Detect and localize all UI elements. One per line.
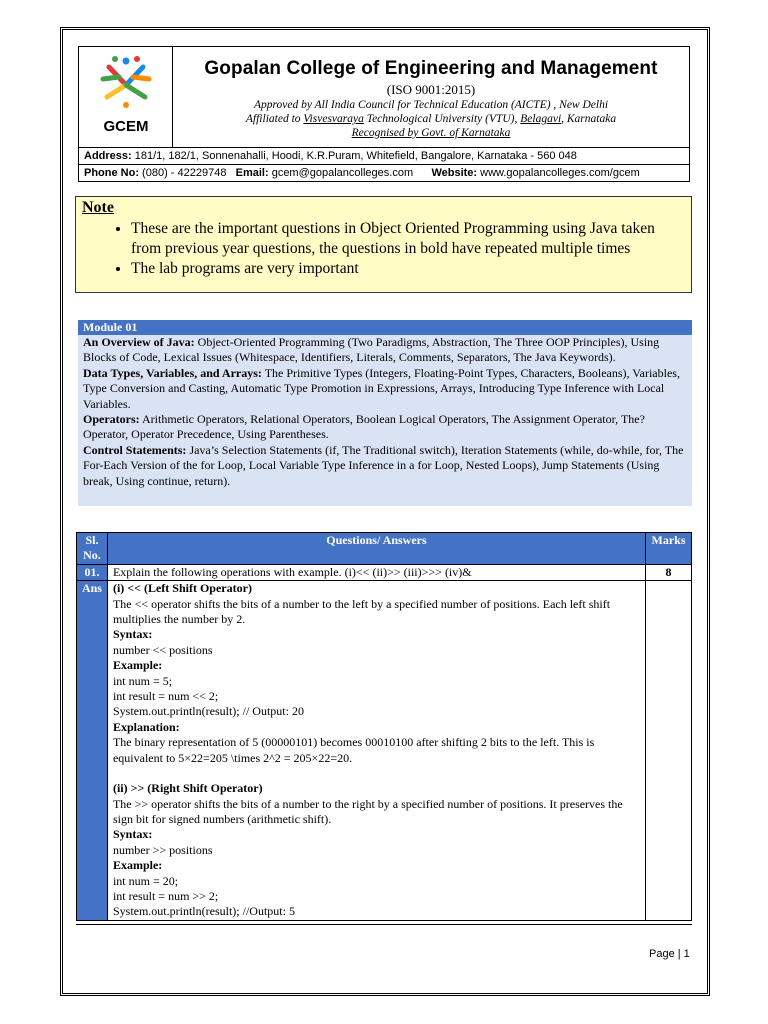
note-item: • These are the important questions in Object Oriented Programming using Java taken from previous year questions, the questions in bold have repeated multiple times: [131, 219, 685, 259]
contact-row: [79, 164, 689, 181]
college-header: [78, 46, 690, 182]
table-header-row: [77, 533, 692, 565]
answer-code: number >> positions: [112, 842, 213, 857]
note-title: Note: [82, 199, 114, 216]
section-head: An Overview of Java:: [83, 335, 195, 349]
recognised-suffix: by Govt. of Karnataka: [404, 127, 511, 139]
college-logo: [79, 47, 173, 147]
recognised-text: [173, 126, 689, 140]
recognised-word: Recognised: [351, 127, 405, 139]
section-text: Arithmetic Operators, Relational Operators, Boolean Logical Operators, The Assignment Operator, The? Operator, Operator Precedence, Using Parentheses.: [83, 412, 645, 442]
module-section: [83, 443, 687, 489]
college-name: Gopalan College of Engineering and Management: [204, 58, 658, 79]
answer-subheading: Example:: [112, 858, 163, 873]
section-head: Operators:: [83, 412, 140, 427]
answer-marks: [646, 581, 692, 921]
affiliated-mid: Technological University (VTU),: [363, 113, 521, 125]
answer-code: System.out.println(result); // Output: 20: [112, 704, 304, 719]
answer-cell: [107, 581, 645, 921]
email-value: gcem@gopalancolleges.com: [268, 167, 414, 179]
logo-text: GCEM: [103, 118, 149, 135]
answer-subheading: Syntax:: [112, 627, 153, 642]
answer-subheading: Explanation:: [112, 719, 180, 734]
footer-rule: [76, 924, 692, 925]
answer-text: The >> operator shifts the bits of a number to the right by a specified number of positions. It preserves the sign bit for signed numbers (arithmetic shift).: [112, 796, 623, 826]
answer-text: The << operator shifts the bits of a number to the left by a specified number of positions. Each left shift multiplies the number by 2.: [112, 596, 611, 627]
iso-text: (ISO 9001:2015): [386, 82, 476, 97]
table-row: [77, 581, 692, 921]
answer-code: int result = num >> 2;: [112, 888, 219, 903]
question-table: [76, 532, 692, 921]
note-list: [82, 219, 685, 279]
affiliated-belagavi: Belagavi: [520, 113, 562, 125]
answer-code: number << positions: [112, 642, 213, 657]
address-row: [79, 147, 689, 164]
module-title: Module 01: [78, 320, 692, 335]
module-section: [83, 366, 687, 412]
website-value: www.gopalancolleges.com/gcem: [477, 167, 640, 179]
answer-heading: (i) << (Left Shift Operator): [112, 581, 252, 596]
affiliated-suffix: , Karnataka: [561, 113, 617, 125]
module-section: [83, 412, 687, 443]
answer-code: int num = 5;: [112, 673, 173, 688]
module-body: [78, 335, 692, 489]
answer-heading: (ii) >> (Right Shift Operator): [112, 781, 263, 796]
answer-code: int num = 20;: [112, 873, 179, 888]
affiliated-prefix: Affiliated to: [245, 113, 304, 125]
affiliated-vtu: Visvesvaraya: [303, 113, 364, 125]
answer-code: System.out.println(result); //Output: 5: [112, 904, 295, 919]
answer-subheading: Example:: [112, 658, 163, 673]
website-label: Website:: [431, 167, 478, 179]
module-section: [83, 335, 687, 366]
question-marks: 8: [646, 564, 692, 580]
address-value: 181/1, 182/1, Sonnenahalli, Hoodi, K.R.Puram, Whitefield, Bangalore, Karnataka - 560 048: [131, 150, 577, 162]
phone-label: Phone No:: [84, 167, 139, 179]
note-box: [75, 196, 692, 293]
phone-value: (080) - 42229748: [139, 167, 227, 179]
table-row: [77, 564, 692, 580]
question-text: Explain the following operations with example. (i)<< (ii)>> (iii)>>> (iv)&: [107, 564, 645, 580]
col-sl-header: Sl. No.: [77, 533, 108, 565]
affiliated-text: [173, 112, 689, 126]
note-item: • The lab programs are very important: [131, 259, 685, 279]
gcem-logo-icon: [79, 47, 173, 117]
answer-label: Ans: [77, 581, 108, 921]
section-head: Control Statements:: [83, 442, 187, 457]
section-text: Java’s Selection Statements (if, The Traditional switch), Iteration Statements (while, do-while, for, The For-Each Version of the for Loop, Local Variable Type Inference in a for Loop, Nested Loops), Jump Statements (Using break, Using continue, return).: [83, 442, 684, 488]
answer-subheading: Syntax:: [112, 827, 153, 842]
answer-text: The binary representation of 5 (00000101) becomes 00010100 after shifting 2 bits to the left. This is equivalent to 5×22=205 \times 2^2 = 205×22=20.: [112, 735, 595, 765]
module-box: [78, 320, 692, 506]
email-label: Email:: [235, 167, 269, 179]
col-marks-header: Marks: [646, 533, 692, 565]
answer-code: int result = num << 2;: [112, 689, 219, 704]
question-number: 01.: [77, 564, 108, 580]
section-head: Data Types, Variables, and Arrays:: [83, 365, 262, 380]
page-number: Page | 1: [649, 948, 690, 960]
section-text: Object-Oriented Programming (Two Paradigms, Abstraction, The Three OOP Principles), Using Blocks of Code, Lexical Issues (Whitespace, Identifiers, Literals, Comments, Separators, The Java Keywords).: [83, 335, 660, 365]
address-label: Address:: [84, 150, 132, 162]
approved-text: Approved by All India Council for Technical Education (AICTE) , New Delhi: [253, 99, 609, 111]
col-question-header: Questions/ Answers: [107, 533, 645, 565]
section-text: The Primitive Types (Integers, Floating-Point Types, Characters, Booleans), Variables, Type Conversion and Casting, Automatic Type Promotion in Expressions, Arrays, Introducing Type Inference with Local Variables.: [83, 365, 680, 411]
